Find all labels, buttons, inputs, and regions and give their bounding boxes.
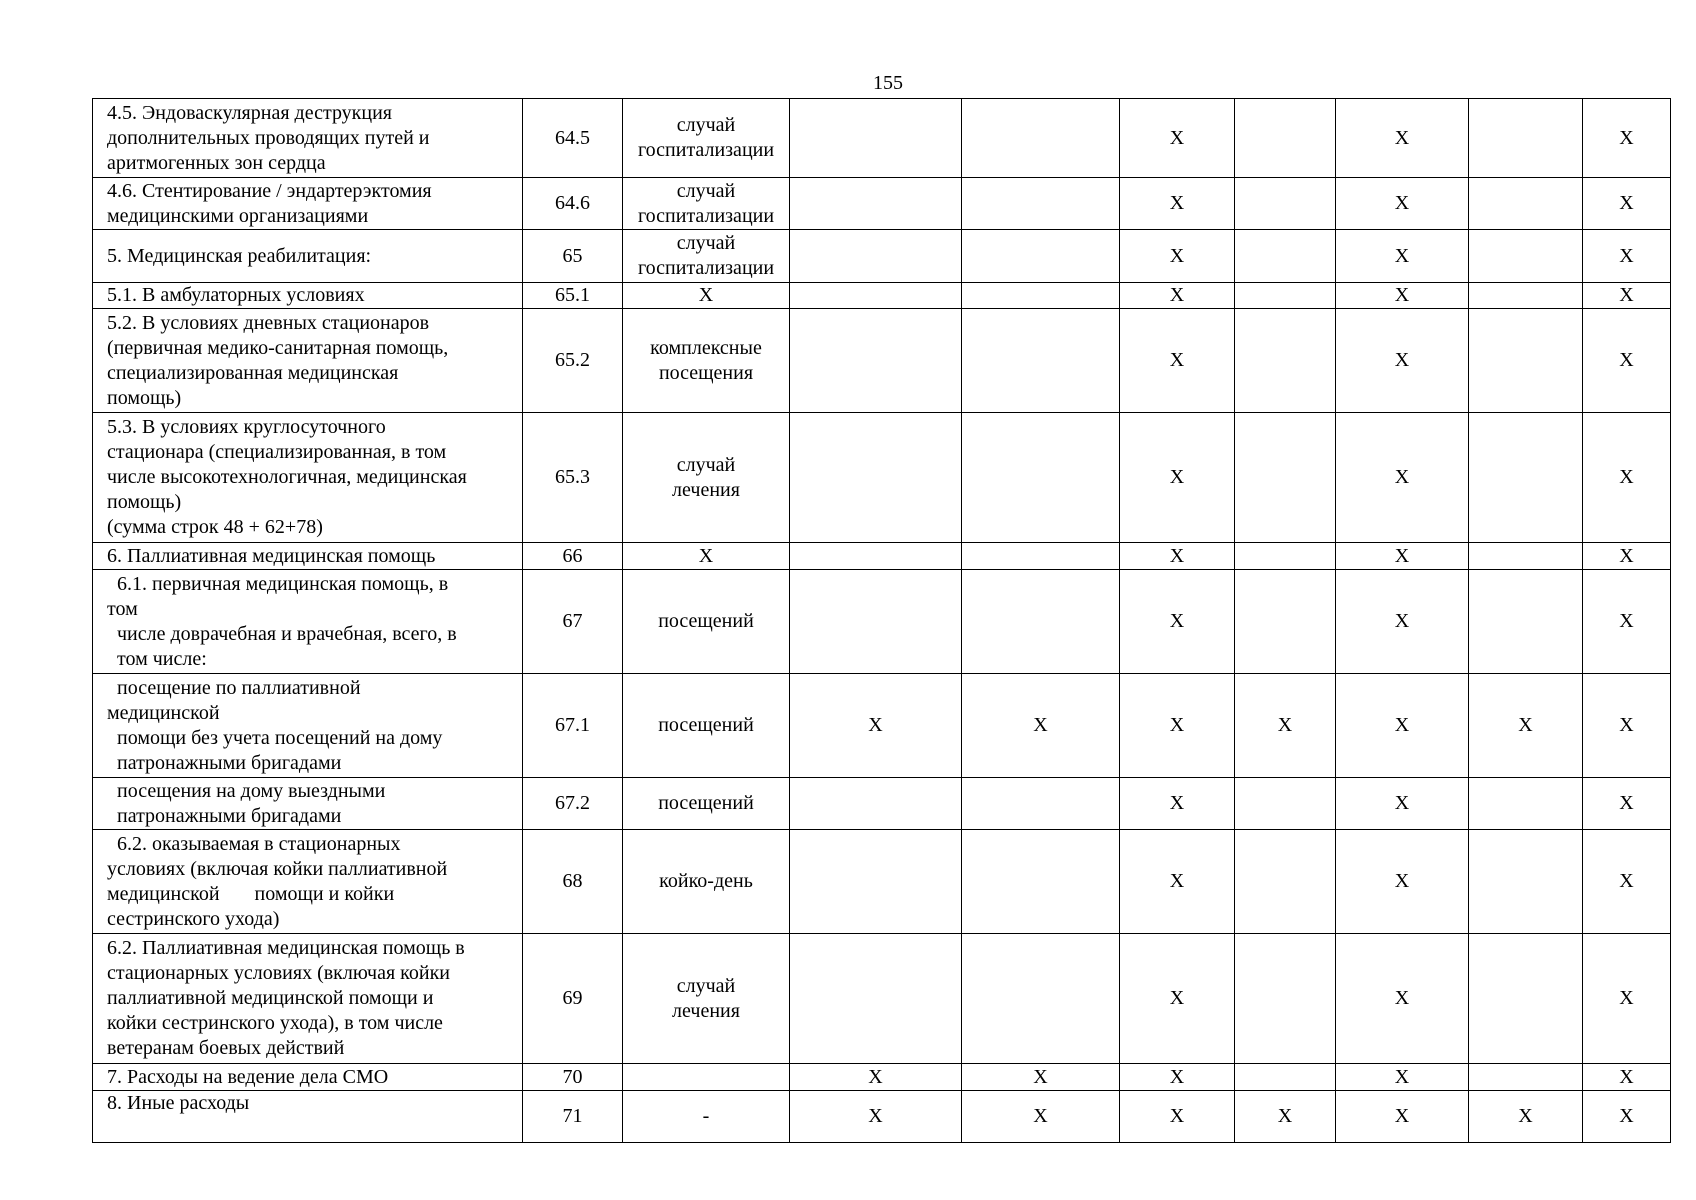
table-row bbox=[93, 99, 1671, 178]
table-row bbox=[93, 570, 1671, 674]
value-cell bbox=[1235, 570, 1336, 674]
value-cell: X bbox=[790, 1064, 962, 1091]
value-cell bbox=[790, 830, 962, 934]
value-cell: X bbox=[1583, 830, 1671, 934]
value-cell: X bbox=[1336, 283, 1469, 309]
value-cell: X bbox=[1120, 178, 1235, 230]
value-cell: X bbox=[1235, 674, 1336, 778]
row-name-line: посещение по паллиативной bbox=[107, 676, 361, 699]
value-cell: X bbox=[1120, 830, 1235, 934]
row-unit-line: случай bbox=[676, 114, 736, 136]
row-name-line: дополнительных проводящих путей и bbox=[107, 126, 430, 149]
value-cell bbox=[1469, 570, 1583, 674]
row-unit-line: госпитализации bbox=[637, 204, 775, 227]
value-cell bbox=[1469, 99, 1583, 178]
value-cell bbox=[1469, 283, 1583, 309]
value-cell bbox=[1235, 178, 1336, 230]
value-cell bbox=[790, 778, 962, 830]
value-cell: X bbox=[1336, 99, 1469, 178]
value-cell bbox=[1469, 309, 1583, 413]
row-unit-cell bbox=[623, 309, 790, 413]
row-name-line: помощь) bbox=[107, 491, 182, 513]
row-name-line: 5. Медицинская реабилитация: bbox=[107, 244, 372, 267]
value-cell bbox=[1469, 1064, 1583, 1091]
value-cell: X bbox=[1336, 674, 1469, 778]
row-unit-cell bbox=[623, 1064, 790, 1091]
value-cell: X bbox=[962, 674, 1120, 778]
value-cell: X bbox=[1469, 674, 1583, 778]
value-cell: X bbox=[1120, 778, 1235, 830]
value-cell bbox=[962, 934, 1120, 1064]
row-name-cell bbox=[93, 230, 523, 283]
row-name-line: 7. Расходы на ведение дела СМО bbox=[107, 1065, 389, 1088]
row-unit-cell bbox=[623, 543, 790, 570]
row-name-line: аритмогенных зон сердца bbox=[107, 151, 326, 174]
row-name-cell bbox=[93, 570, 523, 674]
row-name-line: стационара (специализированная, в том bbox=[107, 441, 447, 463]
row-code-cell: 64.6 bbox=[523, 178, 623, 230]
row-unit-cell bbox=[623, 230, 790, 283]
row-unit-cell bbox=[623, 283, 790, 309]
value-cell: X bbox=[1336, 413, 1469, 543]
table-row bbox=[93, 543, 1671, 570]
value-cell: X bbox=[1336, 178, 1469, 230]
row-name-line: 6.2. Паллиативная медицинская помощь в bbox=[107, 937, 465, 959]
value-cell bbox=[1235, 1064, 1336, 1091]
value-cell bbox=[1235, 283, 1336, 309]
row-unit-cell bbox=[623, 934, 790, 1064]
table-row bbox=[93, 830, 1671, 934]
value-cell bbox=[1469, 778, 1583, 830]
value-cell: X bbox=[1583, 1091, 1671, 1143]
row-code-cell: 65.2 bbox=[523, 309, 623, 413]
value-cell bbox=[790, 570, 962, 674]
row-name-line: 4.6. Стентирование / эндартерэктомия bbox=[107, 179, 432, 202]
row-code-cell: 65.3 bbox=[523, 413, 623, 543]
row-name-cell bbox=[93, 830, 523, 934]
row-unit-line: комплексные bbox=[650, 336, 762, 359]
row-name-line: медицинской помощи и койки bbox=[107, 882, 395, 905]
row-name-cell bbox=[93, 413, 523, 543]
row-unit-line: посещений bbox=[658, 792, 754, 814]
row-name-cell bbox=[93, 934, 523, 1064]
row-name-line: 4.5. Эндоваскулярная деструкция bbox=[107, 101, 392, 124]
value-cell: X bbox=[1583, 309, 1671, 413]
row-name-line: условиях (включая койки паллиативной bbox=[107, 857, 448, 880]
row-name-line: 6.2. оказываемая в стационарных bbox=[107, 832, 401, 855]
row-unit-cell bbox=[623, 778, 790, 830]
row-unit-line: посещения bbox=[658, 361, 754, 384]
row-unit-line: - bbox=[702, 1105, 710, 1127]
value-cell bbox=[1235, 309, 1336, 413]
row-unit-line: посещений bbox=[658, 714, 754, 736]
value-cell bbox=[1235, 830, 1336, 934]
value-cell: X bbox=[1336, 309, 1469, 413]
value-cell bbox=[790, 543, 962, 570]
row-name-cell bbox=[93, 1091, 523, 1143]
value-cell bbox=[1469, 413, 1583, 543]
row-name-cell bbox=[93, 283, 523, 309]
value-cell bbox=[1469, 830, 1583, 934]
row-unit-cell bbox=[623, 570, 790, 674]
value-cell: X bbox=[1336, 230, 1469, 283]
value-cell bbox=[962, 570, 1120, 674]
row-name-line: (первичная медико-санитарная помощь, bbox=[107, 336, 449, 359]
row-name-line: числе доврачебная и врачебная, всего, в bbox=[107, 622, 457, 645]
value-cell bbox=[790, 283, 962, 309]
row-name-line: том bbox=[107, 597, 138, 620]
table-row bbox=[93, 178, 1671, 230]
value-cell: X bbox=[1583, 934, 1671, 1064]
row-unit-line: госпитализации bbox=[637, 257, 775, 279]
row-unit-cell bbox=[623, 413, 790, 543]
table-row bbox=[93, 674, 1671, 778]
row-unit-cell bbox=[623, 178, 790, 230]
value-cell: X bbox=[1120, 230, 1235, 283]
value-cell bbox=[1469, 230, 1583, 283]
value-cell bbox=[1235, 543, 1336, 570]
value-cell: X bbox=[1336, 543, 1469, 570]
row-code-cell: 71 bbox=[523, 1091, 623, 1143]
row-name-line: 8. Иные расходы bbox=[107, 1092, 250, 1114]
value-cell bbox=[1235, 413, 1336, 543]
row-name-cell bbox=[93, 178, 523, 230]
value-cell: X bbox=[1583, 1064, 1671, 1091]
value-cell bbox=[790, 413, 962, 543]
row-code-cell: 65 bbox=[523, 230, 623, 283]
row-name-cell bbox=[93, 674, 523, 778]
row-name-line: медицинской bbox=[107, 701, 220, 724]
row-name-line: посещения на дому выездными bbox=[107, 779, 386, 802]
row-name-cell bbox=[93, 1064, 523, 1091]
value-cell bbox=[962, 309, 1120, 413]
value-cell: X bbox=[1583, 413, 1671, 543]
value-cell bbox=[790, 934, 962, 1064]
row-name-line: 5.3. В условиях круглосуточного bbox=[107, 416, 386, 438]
table-row bbox=[93, 413, 1671, 543]
value-cell: X bbox=[1583, 674, 1671, 778]
row-code-cell: 66 bbox=[523, 543, 623, 570]
value-cell bbox=[962, 413, 1120, 543]
value-cell bbox=[790, 178, 962, 230]
value-cell bbox=[1469, 178, 1583, 230]
row-unit-line: госпитализации bbox=[637, 139, 775, 161]
value-cell: X bbox=[1120, 934, 1235, 1064]
value-cell: X bbox=[1120, 570, 1235, 674]
value-cell bbox=[962, 178, 1120, 230]
row-unit-cell bbox=[623, 830, 790, 934]
row-name-line: ветеранам боевых действий bbox=[107, 1037, 345, 1059]
row-unit-line: случай bbox=[676, 453, 736, 476]
value-cell bbox=[962, 283, 1120, 309]
row-code-cell: 70 bbox=[523, 1064, 623, 1091]
value-cell bbox=[1235, 230, 1336, 283]
value-cell: X bbox=[1583, 283, 1671, 309]
value-cell: X bbox=[1336, 570, 1469, 674]
row-code-cell: 68 bbox=[523, 830, 623, 934]
table-row bbox=[93, 1091, 1671, 1143]
row-name-line: паллиативной медицинской помощи и bbox=[107, 987, 434, 1009]
value-cell: X bbox=[1120, 543, 1235, 570]
value-cell: X bbox=[1336, 830, 1469, 934]
row-code-cell: 67.1 bbox=[523, 674, 623, 778]
row-unit-line: X bbox=[698, 544, 714, 567]
row-name-line: помощь) bbox=[107, 386, 182, 409]
row-name-line: медицинскими организациями bbox=[107, 204, 369, 227]
page-number: 155 bbox=[873, 72, 903, 94]
value-cell: X bbox=[1336, 934, 1469, 1064]
value-cell bbox=[962, 230, 1120, 283]
data-table bbox=[92, 98, 1671, 1143]
row-code-cell: 69 bbox=[523, 934, 623, 1064]
value-cell: X bbox=[1583, 99, 1671, 178]
value-cell: X bbox=[1583, 230, 1671, 283]
value-cell: X bbox=[1120, 309, 1235, 413]
row-name-cell bbox=[93, 778, 523, 830]
row-name-line: патронажными бригадами bbox=[107, 751, 342, 774]
row-name-line: помощи без учета посещений на дому bbox=[107, 726, 443, 749]
row-code-cell: 65.1 bbox=[523, 283, 623, 309]
value-cell: X bbox=[962, 1064, 1120, 1091]
value-cell: X bbox=[790, 674, 962, 778]
value-cell bbox=[790, 99, 962, 178]
row-name-line: стационарных условиях (включая койки bbox=[107, 962, 451, 984]
value-cell: X bbox=[1583, 543, 1671, 570]
value-cell: X bbox=[1469, 1091, 1583, 1143]
table-row bbox=[93, 934, 1671, 1064]
row-name-line: 5.2. В условиях дневных стационаров bbox=[107, 311, 430, 334]
row-name-line: 6. Паллиативная медицинская помощь bbox=[107, 544, 436, 567]
value-cell bbox=[1469, 543, 1583, 570]
value-cell: X bbox=[1336, 778, 1469, 830]
row-unit-cell bbox=[623, 1091, 790, 1143]
row-name-line: койки сестринского ухода), в том числе bbox=[107, 1012, 443, 1034]
row-name-line: патронажными бригадами bbox=[107, 804, 342, 827]
value-cell: X bbox=[1583, 570, 1671, 674]
table-row bbox=[93, 230, 1671, 283]
value-cell bbox=[1235, 99, 1336, 178]
value-cell bbox=[1235, 934, 1336, 1064]
value-cell bbox=[1469, 934, 1583, 1064]
row-code-cell: 64.5 bbox=[523, 99, 623, 178]
row-name-line: числе высокотехнологичная, медицинская bbox=[107, 466, 467, 488]
row-name-line: 6.1. первичная медицинская помощь, в bbox=[107, 572, 449, 595]
row-name-cell bbox=[93, 543, 523, 570]
row-unit-line: случай bbox=[676, 974, 736, 997]
row-name-line: (сумма строк 48 + 62+78) bbox=[107, 516, 323, 538]
row-name-line: сестринского ухода) bbox=[107, 907, 280, 930]
value-cell bbox=[962, 99, 1120, 178]
row-name-line: том числе: bbox=[107, 647, 207, 670]
value-cell: X bbox=[962, 1091, 1120, 1143]
row-unit-line: койко-день bbox=[659, 870, 753, 892]
row-name-cell bbox=[93, 309, 523, 413]
value-cell: X bbox=[1120, 1091, 1235, 1143]
value-cell: X bbox=[790, 1091, 962, 1143]
row-unit-line: X bbox=[698, 284, 714, 306]
value-cell: X bbox=[1120, 283, 1235, 309]
row-unit-line: случай bbox=[676, 232, 736, 254]
value-cell bbox=[1235, 778, 1336, 830]
value-cell: X bbox=[1336, 1091, 1469, 1143]
table-row bbox=[93, 309, 1671, 413]
row-name-line: специализированная медицинская bbox=[107, 361, 399, 384]
value-cell: X bbox=[1336, 1064, 1469, 1091]
value-cell bbox=[962, 830, 1120, 934]
table-row bbox=[93, 283, 1671, 309]
value-cell: X bbox=[1235, 1091, 1336, 1143]
value-cell bbox=[962, 543, 1120, 570]
table-row bbox=[93, 778, 1671, 830]
table-row bbox=[93, 1064, 1671, 1091]
row-name-line: 5.1. В амбулаторных условиях bbox=[107, 284, 365, 306]
row-unit-cell bbox=[623, 99, 790, 178]
value-cell: X bbox=[1120, 674, 1235, 778]
row-unit-line: посещений bbox=[658, 610, 754, 632]
row-name-cell bbox=[93, 99, 523, 178]
value-cell bbox=[790, 230, 962, 283]
row-unit-line: лечения bbox=[672, 999, 740, 1022]
row-unit-cell bbox=[623, 674, 790, 778]
value-cell: X bbox=[1120, 1064, 1235, 1091]
value-cell: X bbox=[1583, 178, 1671, 230]
value-cell bbox=[790, 309, 962, 413]
value-cell: X bbox=[1120, 413, 1235, 543]
row-unit-line: лечения bbox=[672, 478, 740, 501]
value-cell: X bbox=[1583, 778, 1671, 830]
value-cell: X bbox=[1120, 99, 1235, 178]
row-code-cell: 67 bbox=[523, 570, 623, 674]
value-cell bbox=[962, 778, 1120, 830]
table-body bbox=[93, 99, 1671, 1143]
row-code-cell: 67.2 bbox=[523, 778, 623, 830]
row-unit-line: случай bbox=[676, 179, 736, 202]
